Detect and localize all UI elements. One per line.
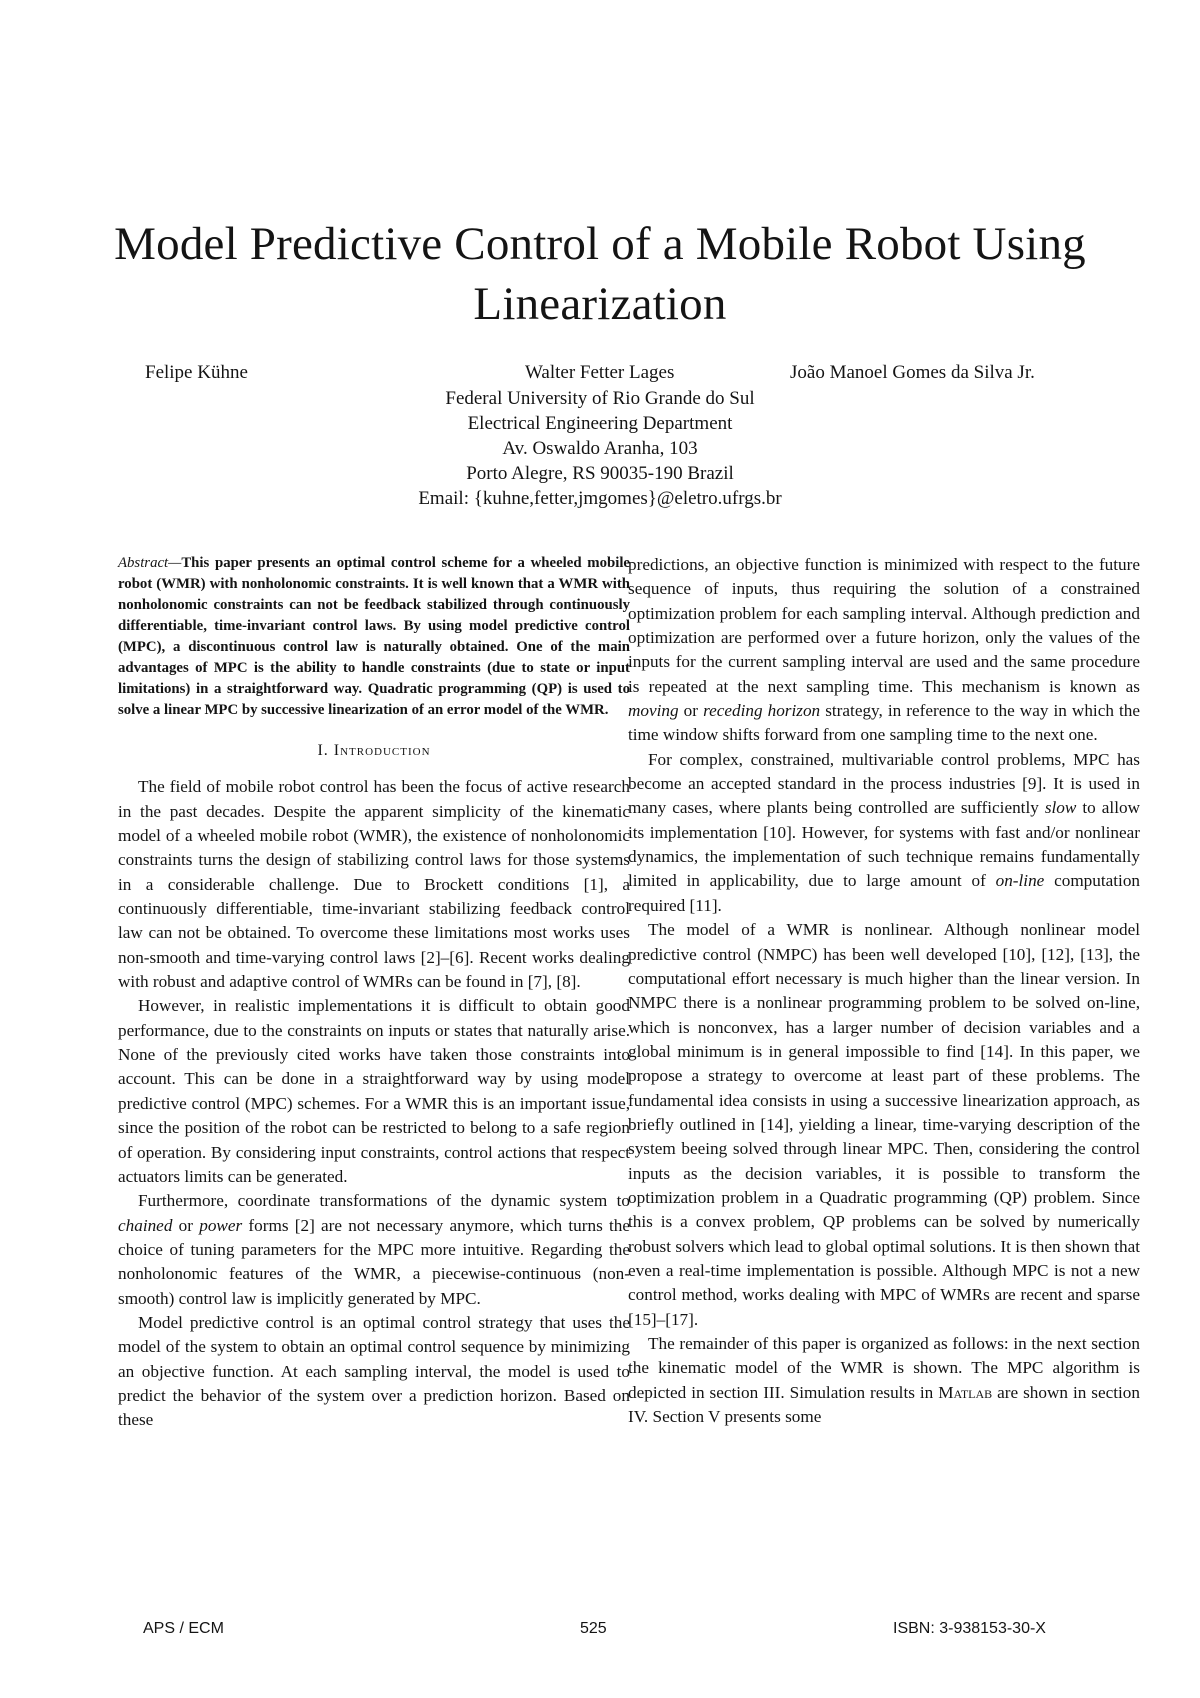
intro-paragraph-3: Furthermore, coordinate transformations of the dynamic system to chained or power forms [2] are not necessary anymore, which turns the choice of tuning parameters for the MPC more intuitive. Regarding the nonholonomic features of the WMR, a piecewise-continuous (non-smooth) control law is implicitly generated by MPC. [118,1191,630,1308]
affiliation-city: Porto Alegre, RS 90035-190 Brazil [466,463,734,484]
affiliation-email: Email: {kuhne,fetter,jmgomes}@eletro.ufrgs.br [418,488,782,509]
footer-page-number: 525 [580,1620,607,1637]
right-column [628,553,1140,1429]
intro-paragraph-1: The field of mobile robot control has been the focus of active research in the past decades. Despite the apparent simplicity of the kinematic model of a wheeled mobile robot (WMR), the existence of nonholonomic constraints turns the design of stabilizing control laws for those systems in a considerable challenge. Due to Brockett conditions [1], a continuously differentiable, time-invariant stabilizing feedback control law can not be obtained. To overcome these limitations most works uses non-smooth and time-varying control laws [2]–[6]. Recent works dealing with robust and adaptive control of WMRs can be found in [7], [8]. [118,777,630,992]
intro-paragraph-7: The model of a WMR is nonlinear. Although nonlinear model predictive control (NMPC) has been well developed [10], [12], [13], the computational effort necessary is much higher than the linear version. In NMPC there is a nonlinear programming problem to be solved on-line, which is nonconvex, has a larger number of decision variables and a global minimum is in general impossible to find [14]. In this paper, we propose a strategy to overcome at least part of these problems. The fundamental idea consists in using a successive linearization approach, as briefly outlined in [14], yielding a linear, time-varying description of the system beeing solved through linear MPC. Then, considering the control inputs as the decision variables, it is possible to transform the optimization problem in a Quadratic programming (QP) problem. Since this is a convex problem, QP problems can be solved by numerically robust solvers which lead to global optimal solutions. It is then shown that even a real-time implementation is possible. Although MPC is not a new control method, works dealing with MPC of WMRs are recent and sparse [15]–[17]. [628,920,1140,1329]
author-1: Felipe Kühne [145,362,248,383]
intro-paragraph-2: However, in realistic implementations it is difficult to obtain good performance, due to the constraints on inputs or states that naturally arise. None of the previously cited works have taken those constraints into account. This can be done in a straightforward way by using model predictive control (MPC) schemes. For a WMR this is an important issue, since the position of the robot can be restricted to belong to a safe region of operation. By considering input constraints, control actions that respect actuators limits can be generated. [118,996,630,1186]
author-3: João Manoel Gomes da Silva Jr. [790,362,1035,383]
section-title: Introduction [333,742,431,759]
affiliation-street: Av. Oswaldo Aranha, 103 [502,438,698,459]
paper-title: Model Predictive Control of a Mobile Robot Using Linearization [114,218,1086,330]
left-column [118,553,630,1433]
section-heading-introduction [118,739,630,763]
intro-paragraph-8: The remainder of this paper is organized as follows: in the next section the kinematic model of the WMR is shown. The MPC algorithm is depicted in section III. Simulation results in Matlab are shown in section IV. Section V presents some [628,1334,1140,1427]
affiliation-university: Federal University of Rio Grande do Sul [445,388,755,409]
abstract-label: Abstract— [118,555,182,571]
abstract-text: This paper presents an optimal control scheme for a wheeled mobile robot (WMR) with nonholonomic constraints. It is well known that a WMR with nonholonomic constraints can not be feedback stabilized through continuously differentiable, time-invariant control laws. By using model predictive control (MPC), a discontinuous control law is naturally obtained. One of the main advantages of MPC is the ability to handle constraints (due to state or input limitations) in a straightforward way. Quadratic programming (QP) is used to solve a linear MPC by successive linearization of an error model of the WMR. [118,555,630,718]
intro-paragraph-4: Model predictive control is an optimal control strategy that uses the model of the system to obtain an optimal control sequence by minimizing an objective function. At each sampling interval, the model is used to predict the behavior of the system over a prediction horizon. Based on these [118,1312,630,1430]
intro-paragraph-5: predictions, an objective function is minimized with respect to the future sequence of inputs, thus requiring the solution of a constrained optimization problem for each sampling interval. Although prediction and optimization are performed over a future horizon, only the values of the inputs for the current sampling interval are used and the same procedure is repeated at the next sampling time. This mechanism is known as moving or receding horizon strategy, in reference to the way in which the time window shifts forward from one sampling time to the next one. [628,555,1140,745]
footer-venue: APS / ECM [143,1620,224,1637]
author-2: Walter Fetter Lages [525,362,675,383]
intro-paragraph-6: For complex, constrained, multivariable control problems, MPC has become an accepted standard in the process industries [9]. It is used in many cases, where plants being controlled are sufficiently slow to allow its implementation [10]. However, for systems with fast and/or nonlinear dynamics, the implementation of such technique remains fundamentally limited in applicability, due to large amount of on-line computation required [11]. [628,749,1141,915]
affiliation-department: Electrical Engineering Department [467,413,733,434]
abstract [118,553,630,721]
section-number: I. [317,742,329,759]
footer-isbn: ISBN: 3-938153-30-X [893,1620,1046,1637]
